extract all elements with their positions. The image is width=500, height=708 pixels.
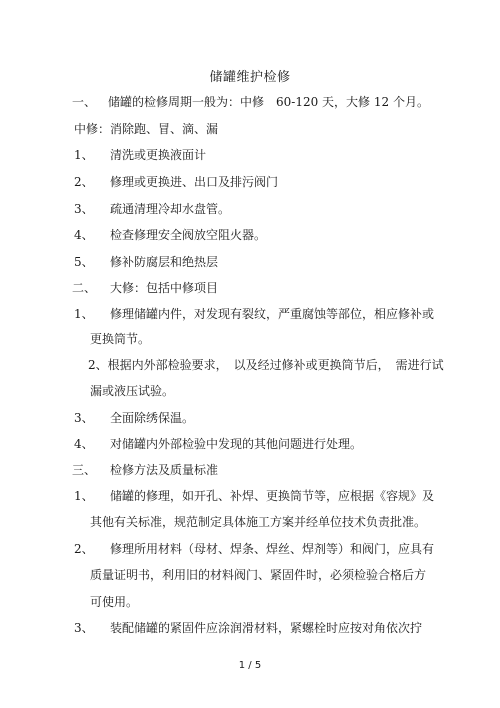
paragraph-text: 检修方法及质量标准: [110, 463, 219, 477]
item-text: 质量证明书，利用旧的材料阀门、紧固件时，必须检验合格后方: [90, 568, 427, 582]
item-number: 3、: [74, 411, 94, 425]
item-number: 3、: [74, 621, 94, 635]
item-number: 4、: [74, 437, 94, 451]
section-number: 三、: [72, 463, 97, 477]
item-text: 装配储罐的紧固件应涂润滑材料，紧螺栓时应按对角依次拧: [110, 621, 423, 635]
item-number: 4、: [74, 228, 94, 242]
item-number: 3、: [74, 202, 94, 216]
item-text: 漏或液压试验。: [90, 384, 175, 398]
paragraph-text: 大修：包括中修项目: [110, 281, 219, 295]
item-text: 清洗或更换液面计: [110, 148, 207, 162]
item-text: 更换筒节。: [90, 332, 151, 346]
item-number: 5、: [74, 255, 94, 269]
item-text: 疏通清理冷却水盘管。: [110, 202, 231, 216]
item-number: 1、: [74, 307, 94, 321]
page-title: 储罐维护检修: [209, 70, 291, 85]
item-number: 1、: [74, 148, 94, 162]
item-text: 可使用。: [90, 595, 139, 609]
item-text: 修补防腐层和绝热层: [110, 255, 219, 269]
item-text: 对储罐内外部检验中发现的其他问题进行处理。: [110, 437, 363, 451]
item-text: 全面除绣保温。: [110, 411, 195, 425]
page-number: 1 / 5: [238, 660, 262, 671]
item-text: 修理或更换进、出口及排污阀门: [110, 175, 279, 189]
item-text: 储罐的修理，如开孔、补焊、更换筒节等，应根据《容规》及: [110, 489, 435, 503]
section-number: 一、: [72, 95, 97, 109]
item-text: 其他有关标准，规范制定具体施工方案并经单位技术负责批准。: [90, 515, 427, 529]
item-text: 修理储罐内件，对发现有裂纹，严重腐蚀等部位，相应修补或: [110, 307, 435, 321]
item-number: 1、: [74, 489, 94, 503]
item-text: 2、根据内外部检验要求， 以及经过修补或更换筒节后， 需进行试: [88, 358, 444, 372]
item-text: 修理所用材料（母材、焊条、焊丝、焊剂等）和阀门，应具有: [110, 542, 435, 556]
section-number: 二、: [72, 281, 97, 295]
paragraph-text: 储罐的检修周期一般为：中修 60-120 天，大修 12 个月。: [108, 95, 429, 109]
paragraph-text: 中修：消除跑、冒、滴、漏: [74, 122, 219, 136]
item-number: 2、: [74, 542, 94, 556]
item-number: 2、: [74, 175, 94, 189]
item-text: 检查修理安全阀放空阻火器。: [110, 228, 267, 242]
